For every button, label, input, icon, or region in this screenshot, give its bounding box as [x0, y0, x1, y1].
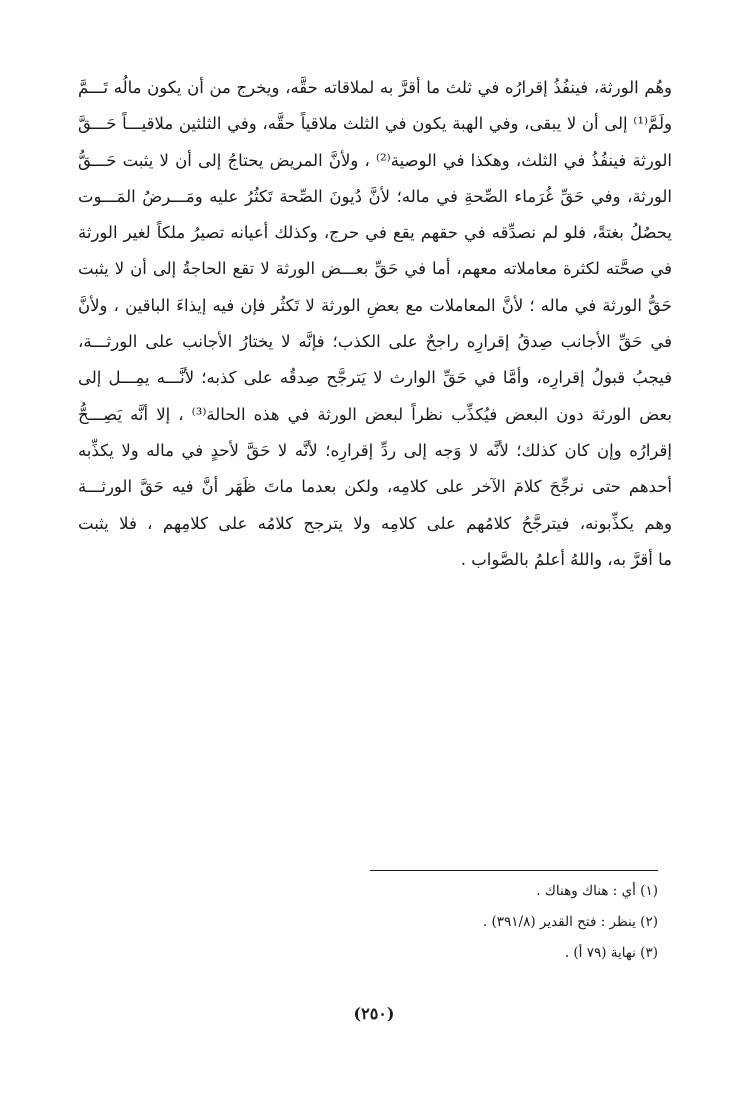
footnotes-block — [358, 876, 658, 969]
page-number: (٢٥٠) — [353, 1004, 395, 1023]
text-line: وهُم الورثة، فينفُذُ إقرارُه في ثلث ما أقرَّ به لملاقاته حقَّه، ويخرج من أن يكون مالُه تَـــمَّ — [78, 78, 672, 97]
footnote-2: (٢) ينظر : فتح القدير (٣٩١/٨) . — [482, 914, 658, 930]
text-line: بعض الورثة دون البعض فيُكذِّب نظراً لبعض الورثة في هذه الحالة⁽³⁾ ، إلا أنَّه يَصِـــحُّ — [78, 404, 672, 424]
text-line: في حَقِّ الأجانب صِدقُ إقرارِه راجحٌ على الكذب؛ فإنَّه لا يختارُ الأجانب على الورثـــة، — [78, 332, 672, 352]
text-line: أحدهم حتى نرجِّحَ كلامَ الآخر على كلامِه، ولكن بعدما ماتَ ظَهَر أنَّ فيه حَقَّ الورثـــة — [78, 477, 672, 497]
text-line: ولَمَّ⁽¹⁾ إلى أن لا يبقى، وفي الهبة يكون في الثلث ملاقياً حقَّه، وفي الثلثين ملاقيـــاً حَـــقَّ — [78, 114, 672, 134]
text-line: فيجبُ قبولُ إقرارِه، وأمَّا في حَقِّ الوارث لا يَترجَّح صِدقُه على كذبه؛ لأنَّـــه يمِـــل إلى — [78, 368, 672, 388]
text-line-last: ما أقرَّ به، واللهُ أعلمُ بالصَّواب . — [460, 549, 672, 569]
text-line: إقرارُه وإن كان كذلك؛ لأنَّه لا وَجه إلى ردِّ إقرارِه؛ لأنَّه لا حَقَّ لأحدٍ في ماله ولا يكذِّبه — [78, 440, 672, 460]
footnote-divider — [370, 870, 658, 871]
text-line: يحصُلُ بغتةً، فلو لم نصدِّقه في حقهم يقع في حرج، وكذلك أعيانه تصيرُ ملكاً لغير الورثة — [78, 223, 672, 243]
text-line: في صحَّته لكثرة معاملاته معهم، أما في حَقِّ بعـــض الورثة لا تقع الحاجةُ إلى أن لا يثبت — [78, 259, 672, 279]
footnote-3: (٣) نهاية (٧٩ أ) . — [564, 945, 658, 961]
footnote-1: (١) أي : هناك وهناك . — [536, 883, 658, 899]
text-line: حَقُّ الورثة في ماله ؛ لأنَّ المعاملات مع بعضِ الورثة لا تَكثُر فإن فيه إيذاءَ الباقين ، ولأنَّ — [78, 295, 672, 315]
text-line: الورثة، وفي حَقِّ غُرَماء الصِّحةِ في ماله؛ لأنَّ دُيونَ الصِّحة تَكثُرُ عليه ومَـــرضُ المَـــوت — [78, 186, 672, 206]
main-text-block — [78, 70, 672, 578]
text-line: وهم يكذِّبونه، فيترجَّحُ كلامُهم على كلامِه ولا يترجح كلامُه على كلامِهم ، فلا يثبت — [78, 513, 672, 533]
text-line: الورثة فينفُذُ في الثلث، وهكذا في الوصية⁽²⁾ ، ولأنَّ المريض يحتاجُ إلى أن لا يثبت حَـــقُّ — [78, 150, 672, 170]
